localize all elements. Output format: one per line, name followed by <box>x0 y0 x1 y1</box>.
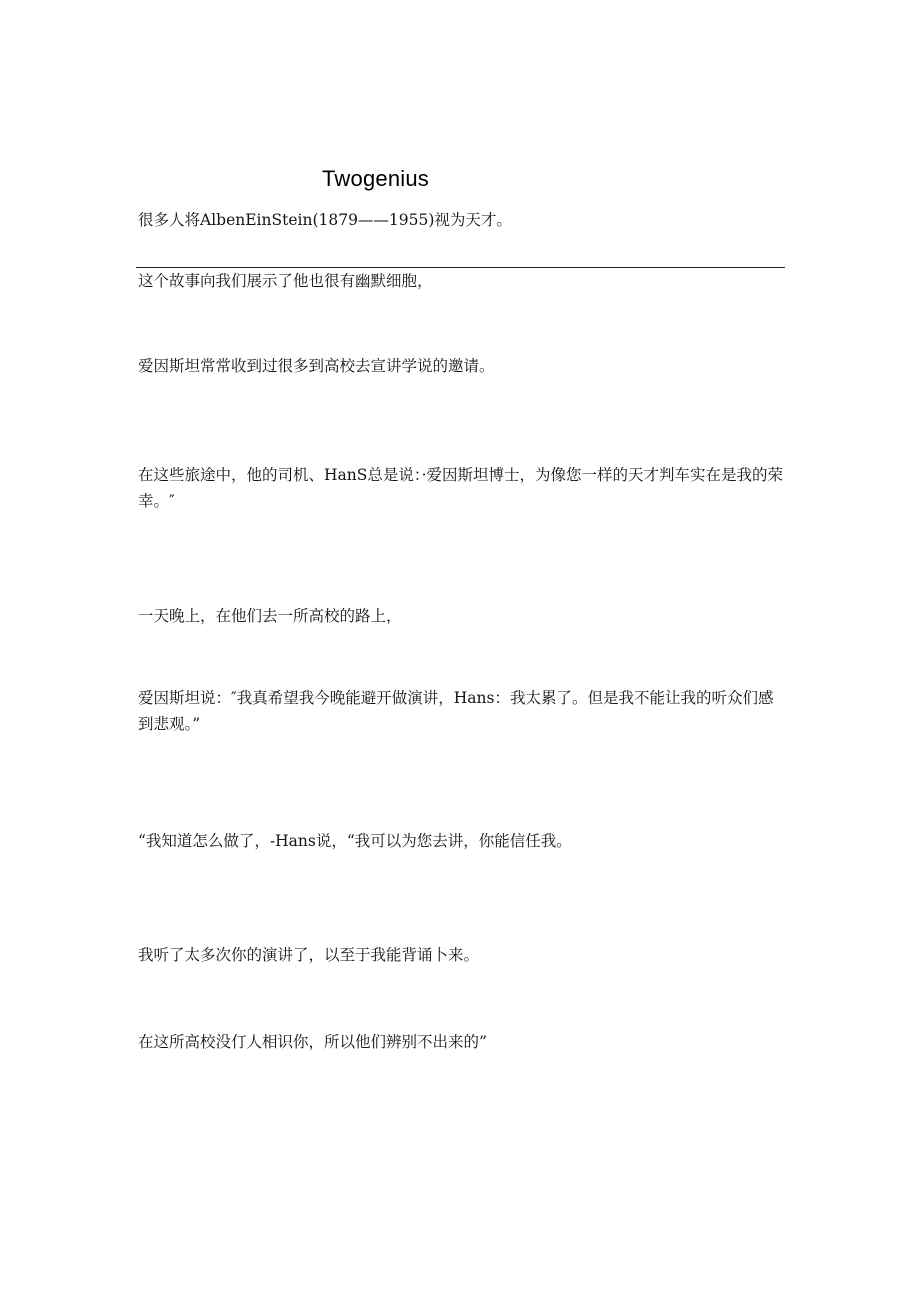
paragraph-intro: 很多人将AlbenEinStein(1879——1955)视为天才。 <box>138 211 512 229</box>
document-title: Twogenius <box>322 166 429 191</box>
paragraph-driver: 在这些旅途中，他的司机、HanS总是说：·爱因斯坦博士，为像您一样的天才判车实在是我的荣幸。″ <box>138 466 784 510</box>
paragraph-heard-lectures: 我听了太多次你的演讲了，以至于我能背诵卜来。 <box>138 946 480 964</box>
paragraph-nobody-knows: 在这所高校没仃人相识你，所以他们辨别不出来的” <box>138 1033 487 1051</box>
paragraph-one-night: 一天晚上，在他们去一所高校的路上， <box>138 607 402 625</box>
paragraph-humor: 这个故事向我们展示了他也很有幽默细胞， <box>138 272 433 290</box>
paragraph-hans-offer: “我知道怎么做了，-Hans说，“我可以为您去讲，你能信任我。 <box>138 832 572 850</box>
paragraph-einstein-says: 爱因斯坦说：″我真希望我今晚能避开做演讲，Hans：我太累了。但是我不能让我的听众们感到悲观。” <box>138 689 774 733</box>
paragraph-invitations: 爱因斯坦常常收到过很多到高校去宣讲学说的邀请。 <box>138 357 495 375</box>
